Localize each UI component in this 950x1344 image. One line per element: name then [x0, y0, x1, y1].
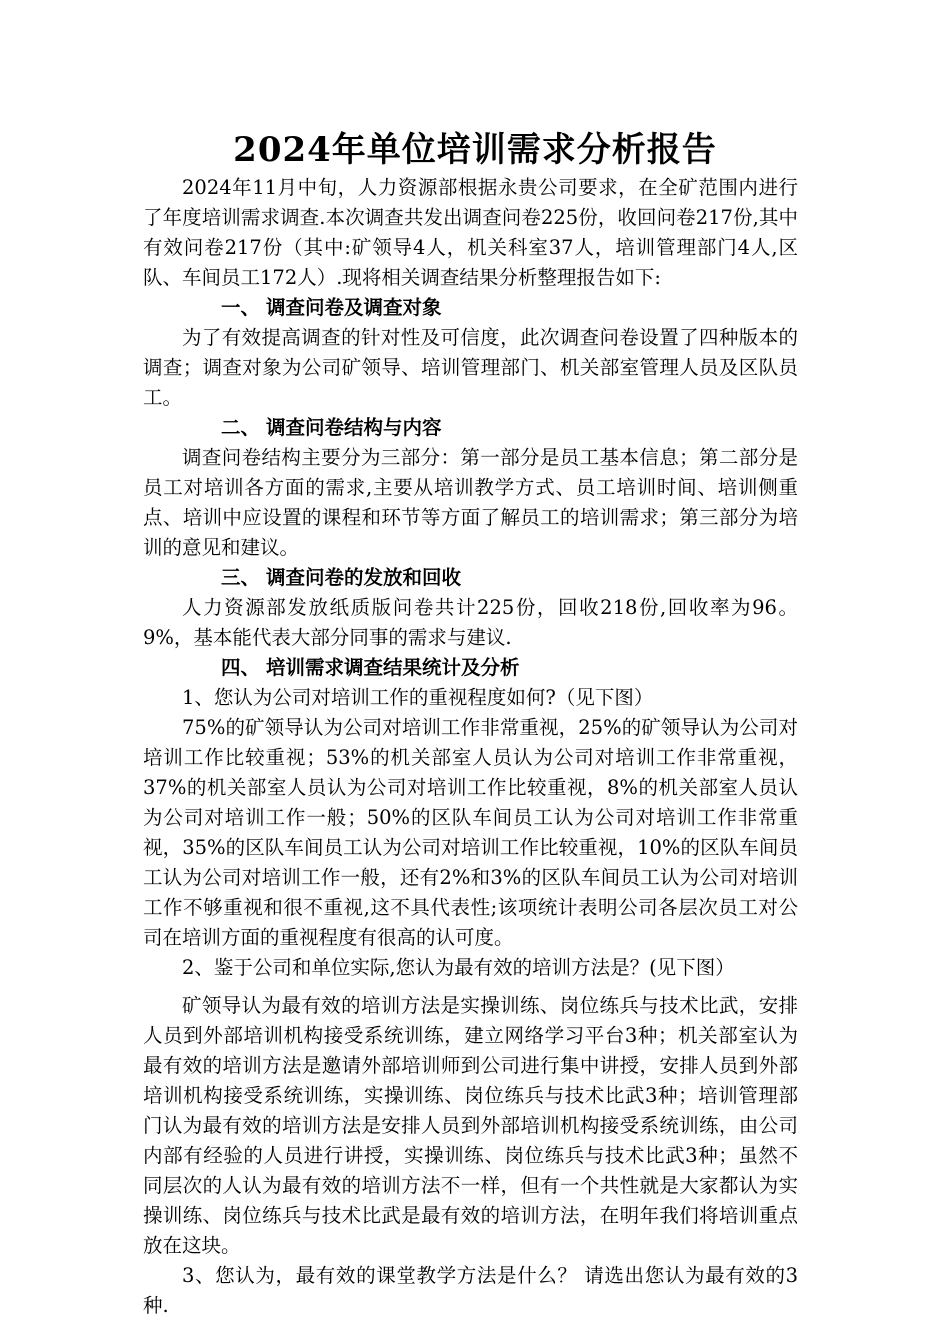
- section-paragraph-2: 调查问卷结构主要分为三部分：第一部分是员工基本信息；第二部分是员工对培训各方面的需求,主要从培训教学方式、员工培训时间、培训侧重点、培训中应设置的课程和环节等方面了解员工的培训需求；第三部分为培训的意见和建议。: [143, 446, 798, 559]
- section-number: 二、: [221, 416, 261, 439]
- section-title: 调查问卷及调查对象: [266, 296, 442, 319]
- section-number: 三、: [221, 566, 261, 589]
- section-number: 四、: [221, 656, 261, 679]
- spacer: [143, 983, 798, 991]
- section-heading-3: [143, 563, 798, 593]
- intro-paragraph: 2024年11月中旬，人力资源部根据永贵公司要求，在全矿范围内进行了年度培训需求调查.本次调查共发出调查问卷225份，收回问卷217份,其中有效问卷217份（其中:矿领导4人，机关科室37人，培训管理部门4人,区队、车间员工172人）.现将相关调查结果分析整理报告如下:: [143, 176, 798, 289]
- question-2-answer: 矿领导认为最有效的培训方法是实操训练、岗位练兵与技术比武，安排人员到外部培训机构接受系统训练，建立网络学习平台3种；机关部室认为最有效的培训方法是邀请外部培训师到公司进行集中讲授，安排人员到外部培训机构接受系统训练，实操训练、岗位练兵与技术比武3种；培训管理部门认为最有效的培训方法是安排人员到外部培训机构接受系统训练，由公司内部有经验的人员进行讲授，实操训练、岗位练兵与技术比武3种；虽然不同层次的人认为最有效的培训方法不一样，但有一个共性就是大家都认为实操训练、岗位练兵与技术比武是最有效的培训方法，在明年我们将培训重点放在这块。: [143, 994, 798, 1257]
- question-1-answer: 75%的矿领导认为公司对培训工作非常重视，25%的矿领导认为公司对培训工作比较重视；53%的机关部室人员认为公司对培训工作非常重视，37%的机关部室人员认为公司对培训工作比较重视，8%的机关部室人员认为公司对培训工作一般；50%的区队车间员工认为公司对培训工作非常重视，35%的区队车间员工认为公司对培训工作比较重视，10%的区队车间员工认为公司对培训工作一般，还有2%和3%的区队车间员工认为公司对培训工作不够重视和很不重视,这不具代表性;该项统计表明公司各层次员工对公司在培训方面的重视程度有很高的认可度。: [143, 716, 798, 949]
- section-paragraph-3: 人力资源部发放纸质版问卷共计225份，回收218份,回收率为96。9%，基本能代表大部分同事的需求与建议.: [143, 596, 798, 649]
- section-title: 培训需求调查结果统计及分析: [266, 656, 520, 679]
- section-heading-4: [143, 653, 798, 683]
- document-title: 2024年单位培训需求分析报告: [233, 130, 717, 170]
- section-number: 一、: [221, 296, 261, 319]
- question-2: 2、鉴于公司和单位实际,您认为最有效的培训方法是？(见下图）: [182, 956, 735, 979]
- document-body: [143, 173, 798, 1321]
- section-title: 调查问卷结构与内容: [266, 416, 442, 439]
- question-1: 1、您认为公司对培训工作的重视程度如何?（见下图）: [182, 686, 654, 709]
- section-heading-1: [143, 293, 798, 323]
- section-heading-2: [143, 413, 798, 443]
- section-paragraph-1: 为了有效提高调查的针对性及可信度，此次调查问卷设置了四种版本的调查；调查对象为公司矿领导、培训管理部门、机关部室管理人员及区队员工。: [143, 326, 798, 409]
- question-3: 3、您认为，最有效的课堂教学方法是什么？ 请选出您认为最有效的3种.: [143, 1264, 798, 1317]
- section-title: 调查问卷的发放和回收: [266, 566, 462, 589]
